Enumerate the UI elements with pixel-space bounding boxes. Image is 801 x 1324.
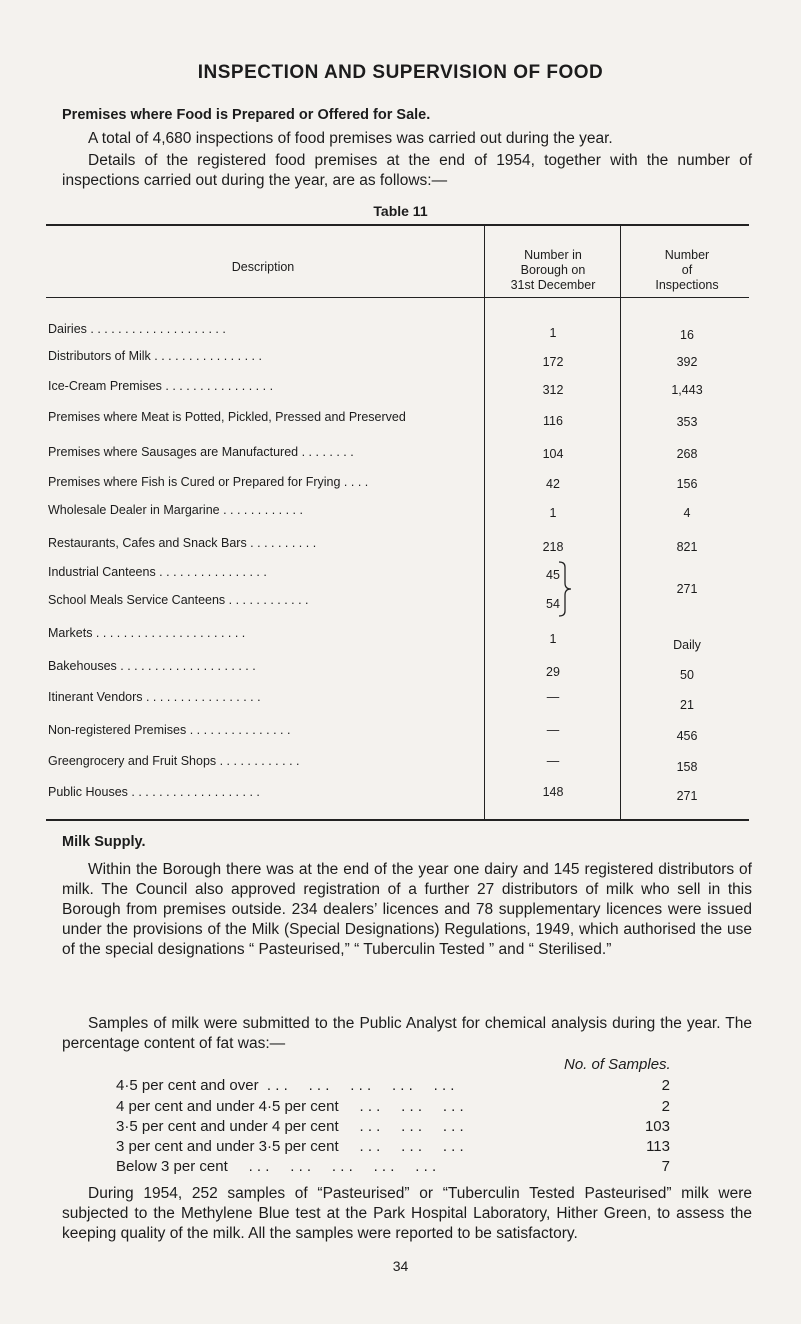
row-inspections: 156: [676, 477, 698, 491]
column-header-inspections-line3: Inspections: [655, 278, 719, 292]
milk-paragraph-2-text: Samples of milk were submitted to the Public Analyst for chemical analysis during the year. The percentage content of fat was:—: [62, 1015, 752, 1052]
row-description: Industrial Canteens . . . . . . . . . . . . . . . .: [48, 565, 267, 579]
sample-label: 4·5 per cent and over . . . . . . . . . . . . . . .: [116, 1077, 455, 1094]
row-number: 312: [542, 383, 564, 397]
milk-supply-heading: Milk Supply.: [62, 834, 146, 850]
row-inspections: 16: [680, 328, 694, 342]
milk-paragraph-1: [62, 860, 752, 960]
row-number: 42: [546, 477, 560, 491]
row-description: Ice-Cream Premises . . . . . . . . . . . . . . . .: [48, 379, 274, 393]
row-inspections: 21: [680, 698, 694, 712]
intro-paragraph-1: [62, 129, 752, 149]
sample-label: 3 per cent and under 3·5 per cent . . . . . . . . .: [116, 1138, 464, 1155]
milk-paragraph-3: [62, 1184, 752, 1244]
milk-paragraph-1-text: Within the Borough there was at the end of the year one dairy and 145 registered distributors of milk. The Council also approved registration of a further 27 distributors of milk who sell in this Borough from premises outside. 234 dealers’ licences and 78 supplementary licences were issued under the provisions of the Milk (Special Designations) Regulations, 1949, which authorised the use of the special designations “ Pasteurised,” “ Tuberculin Tested ” and “ Sterilised.”: [62, 861, 752, 958]
page-number: 34: [392, 1258, 409, 1274]
milk-paragraph-2: [62, 1014, 752, 1054]
row-number: 148: [542, 785, 564, 799]
column-header-number-line1: Number in: [524, 248, 582, 262]
row-number: 1: [549, 632, 557, 646]
brace-icon: [558, 561, 572, 617]
column-header-description: Description: [231, 260, 295, 274]
table-bottom-rule: [46, 819, 749, 821]
sample-label: 4 per cent and under 4·5 per cent . . . . . . . . .: [116, 1098, 464, 1115]
row-number: —: [546, 690, 560, 704]
row-number: 1: [549, 326, 557, 340]
section-subheading: Premises where Food is Prepared or Offered for Sale.: [62, 107, 431, 123]
row-inspections: 1,443: [671, 383, 703, 397]
table-header-rule: [46, 297, 749, 298]
row-inspections: 158: [676, 760, 698, 774]
row-number: 104: [542, 447, 564, 461]
row-inspections: 821: [676, 540, 698, 554]
sample-value: 103: [644, 1118, 670, 1135]
row-inspections: 392: [676, 355, 698, 369]
sample-label: Below 3 per cent . . . . . . . . . . . . . . .: [116, 1158, 437, 1175]
sample-value: 2: [661, 1077, 670, 1094]
sample-value: 2: [661, 1098, 670, 1115]
row-description: Bakehouses . . . . . . . . . . . . . . . . . . . .: [48, 659, 256, 673]
row-description: School Meals Service Canteens . . . . . . . . . . . .: [48, 593, 309, 607]
sample-value: 7: [661, 1158, 670, 1175]
row-number: 54: [546, 597, 560, 611]
row-number: 1: [549, 506, 557, 520]
row-description: Markets . . . . . . . . . . . . . . . . . . . . . .: [48, 626, 246, 640]
table-top-rule: [46, 224, 749, 226]
table-column-divider-2: [620, 226, 621, 819]
row-description: Non-registered Premises . . . . . . . . . . . . . . .: [48, 723, 291, 737]
intro-paragraph-2-text: Details of the registered food premises at the end of 1954, together with the number of inspections carried out during the year, are as follows:—: [62, 152, 752, 189]
column-header-number: [486, 248, 620, 293]
row-description: Dairies . . . . . . . . . . . . . . . . . . . .: [48, 322, 226, 336]
row-inspections: 271: [676, 789, 698, 803]
row-description: Wholesale Dealer in Margarine . . . . . . . . . . . .: [48, 503, 303, 517]
row-inspections: 353: [676, 415, 698, 429]
column-header-inspections: [622, 248, 752, 293]
canteens-combined-inspections: 271: [676, 582, 698, 596]
intro-paragraph-1-text: A total of 4,680 inspections of food premises was carried out during the year.: [88, 130, 613, 147]
row-description: Greengrocery and Fruit Shops . . . . . . . . . . . .: [48, 754, 300, 768]
column-header-number-line2: Borough on: [520, 263, 586, 277]
table-column-divider-1: [484, 226, 485, 819]
intro-paragraph-2: [62, 151, 752, 191]
row-number: 29: [546, 665, 560, 679]
row-number: —: [546, 754, 560, 768]
row-inspections: 4: [683, 506, 691, 520]
row-description: Itinerant Vendors . . . . . . . . . . . . . . . . .: [48, 690, 261, 704]
samples-column-heading: No. of Samples.: [564, 1056, 671, 1073]
row-inspections: 268: [676, 447, 698, 461]
row-description: Premises where Sausages are Manufactured . . . . . . . .: [48, 445, 354, 459]
row-description: Restaurants, Cafes and Snack Bars . . . . . . . . . .: [48, 536, 317, 550]
column-header-inspections-line2: of: [681, 263, 693, 277]
row-number: 172: [542, 355, 564, 369]
sample-value: 113: [646, 1138, 670, 1155]
row-inspections: Daily: [673, 638, 701, 652]
table-title: Table 11: [373, 203, 428, 219]
row-number: 45: [546, 568, 560, 582]
page-heading: INSPECTION AND SUPERVISION OF FOOD: [197, 62, 604, 83]
row-number: 116: [543, 414, 563, 428]
row-inspections: 50: [680, 668, 694, 682]
row-description: Premises where Fish is Cured or Prepared for Frying . . . .: [48, 475, 369, 489]
row-description: Distributors of Milk . . . . . . . . . . . . . . . .: [48, 349, 262, 363]
row-inspections: 456: [676, 729, 698, 743]
row-description: Public Houses . . . . . . . . . . . . . . . . . . .: [48, 785, 260, 799]
row-description: Premises where Meat is Potted, Pickled, Pressed and Preserved: [48, 410, 406, 424]
column-header-inspections-line1: Number: [664, 248, 710, 262]
row-number: 218: [542, 540, 564, 554]
milk-paragraph-3-text: During 1954, 252 samples of “Pasteurised” or “Tuberculin Tested Pasteurised” milk were subjected to the Methylene Blue test at the Park Hospital Laboratory, Hither Green, to assess the keeping quality of the milk. All the samples were reported to be satisfactory.: [62, 1185, 752, 1242]
sample-label: 3·5 per cent and under 4 per cent . . . . . . . . .: [116, 1118, 464, 1135]
row-number: —: [546, 723, 560, 737]
column-header-number-line3: 31st December: [510, 278, 596, 292]
